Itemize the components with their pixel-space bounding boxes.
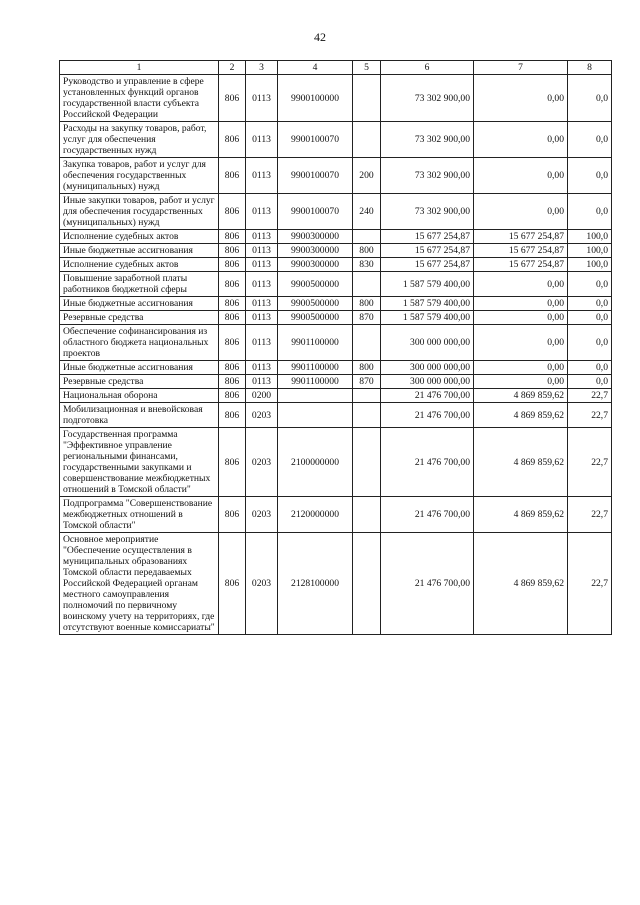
table-row xyxy=(60,258,612,272)
percent-cell: 0,0 xyxy=(568,75,612,122)
row-name-cell: Руководство и управление в сфере установленных функций органов государственной власти субъекта Российской Федерации xyxy=(60,75,219,122)
section-code-cell: 0113 xyxy=(246,272,278,297)
section-code-cell: 0203 xyxy=(246,533,278,635)
table-row xyxy=(60,297,612,311)
planned-amount-cell: 73 302 900,00 xyxy=(381,158,474,194)
planned-amount-cell: 15 677 254,87 xyxy=(381,258,474,272)
percent-cell: 0,0 xyxy=(568,194,612,230)
expense-type-cell xyxy=(353,122,381,158)
executed-amount-cell: 4 869 859,62 xyxy=(474,533,568,635)
target-article-cell: 9900300000 xyxy=(278,230,353,244)
chapter-code-cell: 806 xyxy=(219,272,246,297)
chapter-code-cell: 806 xyxy=(219,158,246,194)
table-row xyxy=(60,230,612,244)
table-header-row xyxy=(60,61,612,75)
chapter-code-cell: 806 xyxy=(219,297,246,311)
expense-type-cell xyxy=(353,533,381,635)
expense-type-cell: 200 xyxy=(353,158,381,194)
row-name-cell: Исполнение судебных актов xyxy=(60,230,219,244)
row-name-cell: Резервные средства xyxy=(60,375,219,389)
row-name-cell: Расходы на закупку товаров, работ, услуг для обеспечения государственных нужд xyxy=(60,122,219,158)
executed-amount-cell: 0,00 xyxy=(474,75,568,122)
target-article-cell: 9900300000 xyxy=(278,258,353,272)
chapter-code-cell: 806 xyxy=(219,375,246,389)
chapter-code-cell: 806 xyxy=(219,122,246,158)
executed-amount-cell: 0,00 xyxy=(474,325,568,361)
executed-amount-cell: 4 869 859,62 xyxy=(474,403,568,428)
table-row xyxy=(60,403,612,428)
chapter-code-cell: 806 xyxy=(219,533,246,635)
executed-amount-cell: 0,00 xyxy=(474,311,568,325)
section-code-cell: 0113 xyxy=(246,75,278,122)
executed-amount-cell: 4 869 859,62 xyxy=(474,389,568,403)
planned-amount-cell: 1 587 579 400,00 xyxy=(381,311,474,325)
percent-cell: 100,0 xyxy=(568,244,612,258)
target-article-cell: 9901100000 xyxy=(278,325,353,361)
planned-amount-cell: 21 476 700,00 xyxy=(381,389,474,403)
expense-type-cell xyxy=(353,325,381,361)
header-cell: 6 xyxy=(381,61,474,75)
row-name-cell: Иные бюджетные ассигнования xyxy=(60,297,219,311)
section-code-cell: 0113 xyxy=(246,375,278,389)
executed-amount-cell: 0,00 xyxy=(474,158,568,194)
table-row xyxy=(60,375,612,389)
expense-type-cell xyxy=(353,389,381,403)
page-number: 42 xyxy=(314,30,326,44)
section-code-cell: 0203 xyxy=(246,428,278,497)
row-name-cell: Мобилизационная и вневойсковая подготовка xyxy=(60,403,219,428)
chapter-code-cell: 806 xyxy=(219,497,246,533)
planned-amount-cell: 15 677 254,87 xyxy=(381,244,474,258)
expense-type-cell xyxy=(353,403,381,428)
chapter-code-cell: 806 xyxy=(219,325,246,361)
percent-cell: 0,0 xyxy=(568,361,612,375)
row-name-cell: Подпрограмма "Совершенствование межбюджетных отношений в Томской области" xyxy=(60,497,219,533)
section-code-cell: 0113 xyxy=(246,230,278,244)
planned-amount-cell: 1 587 579 400,00 xyxy=(381,272,474,297)
table-row xyxy=(60,122,612,158)
table-row xyxy=(60,497,612,533)
planned-amount-cell: 73 302 900,00 xyxy=(381,122,474,158)
percent-cell: 0,0 xyxy=(568,122,612,158)
table-row xyxy=(60,311,612,325)
planned-amount-cell: 21 476 700,00 xyxy=(381,497,474,533)
expense-type-cell: 240 xyxy=(353,194,381,230)
expense-type-cell xyxy=(353,230,381,244)
percent-cell: 22,7 xyxy=(568,428,612,497)
target-article-cell: 2100000000 xyxy=(278,428,353,497)
target-article-cell: 9900500000 xyxy=(278,311,353,325)
table-row xyxy=(60,158,612,194)
section-code-cell: 0113 xyxy=(246,361,278,375)
target-article-cell: 9900100070 xyxy=(278,194,353,230)
executed-amount-cell: 4 869 859,62 xyxy=(474,497,568,533)
row-name-cell: Повышение заработной платы работников бюджетной сферы xyxy=(60,272,219,297)
executed-amount-cell: 0,00 xyxy=(474,361,568,375)
row-name-cell: Исполнение судебных актов xyxy=(60,258,219,272)
section-code-cell: 0113 xyxy=(246,325,278,361)
section-code-cell: 0113 xyxy=(246,244,278,258)
percent-cell: 100,0 xyxy=(568,230,612,244)
percent-cell: 0,0 xyxy=(568,311,612,325)
target-article-cell: 9900100000 xyxy=(278,75,353,122)
row-name-cell: Иные закупки товаров, работ и услуг для обеспечения государственных (муниципальных) нужд xyxy=(60,194,219,230)
percent-cell: 0,0 xyxy=(568,325,612,361)
expense-type-cell: 870 xyxy=(353,311,381,325)
target-article-cell: 9900100070 xyxy=(278,158,353,194)
expense-type-cell: 830 xyxy=(353,258,381,272)
planned-amount-cell: 73 302 900,00 xyxy=(381,75,474,122)
row-name-cell: Государственная программа "Эффективное управление региональными финансами, государственными закупками и совершенствование межбюджетных отношений в Томской области" xyxy=(60,428,219,497)
section-code-cell: 0113 xyxy=(246,297,278,311)
target-article-cell: 2128100000 xyxy=(278,533,353,635)
target-article-cell xyxy=(278,403,353,428)
executed-amount-cell: 0,00 xyxy=(474,375,568,389)
target-article-cell: 9901100000 xyxy=(278,361,353,375)
target-article-cell: 9900100070 xyxy=(278,122,353,158)
planned-amount-cell: 73 302 900,00 xyxy=(381,194,474,230)
planned-amount-cell: 21 476 700,00 xyxy=(381,428,474,497)
chapter-code-cell: 806 xyxy=(219,389,246,403)
expense-type-cell: 800 xyxy=(353,297,381,311)
executed-amount-cell: 15 677 254,87 xyxy=(474,244,568,258)
row-name-cell: Закупка товаров, работ и услуг для обеспечения государственных (муниципальных) нужд xyxy=(60,158,219,194)
percent-cell: 22,7 xyxy=(568,497,612,533)
percent-cell: 100,0 xyxy=(568,258,612,272)
row-name-cell: Национальная оборона xyxy=(60,389,219,403)
chapter-code-cell: 806 xyxy=(219,403,246,428)
executed-amount-cell: 0,00 xyxy=(474,272,568,297)
chapter-code-cell: 806 xyxy=(219,75,246,122)
percent-cell: 0,0 xyxy=(568,158,612,194)
percent-cell: 22,7 xyxy=(568,389,612,403)
executed-amount-cell: 0,00 xyxy=(474,297,568,311)
header-cell: 8 xyxy=(568,61,612,75)
chapter-code-cell: 806 xyxy=(219,311,246,325)
header-cell: 2 xyxy=(219,61,246,75)
planned-amount-cell: 300 000 000,00 xyxy=(381,325,474,361)
table-row xyxy=(60,325,612,361)
row-name-cell: Иные бюджетные ассигнования xyxy=(60,244,219,258)
expense-type-cell: 800 xyxy=(353,361,381,375)
section-code-cell: 0113 xyxy=(246,258,278,272)
chapter-code-cell: 806 xyxy=(219,361,246,375)
expense-type-cell xyxy=(353,272,381,297)
chapter-code-cell: 806 xyxy=(219,194,246,230)
chapter-code-cell: 806 xyxy=(219,244,246,258)
section-code-cell: 0203 xyxy=(246,497,278,533)
percent-cell: 0,0 xyxy=(568,272,612,297)
executed-amount-cell: 0,00 xyxy=(474,122,568,158)
section-code-cell: 0113 xyxy=(246,122,278,158)
row-name-cell: Основное мероприятие "Обеспечение осуществления в муниципальных образованиях Томской области передаваемых Российской Федерацией органам местного самоуправления полномочий по первичному воинскому учету на территориях, где отсутствуют военные комиссариаты" xyxy=(60,533,219,635)
chapter-code-cell: 806 xyxy=(219,230,246,244)
executed-amount-cell: 4 869 859,62 xyxy=(474,428,568,497)
header-cell: 3 xyxy=(246,61,278,75)
chapter-code-cell: 806 xyxy=(219,428,246,497)
section-code-cell: 0200 xyxy=(246,389,278,403)
target-article-cell: 9900500000 xyxy=(278,272,353,297)
budget-table xyxy=(59,60,612,635)
row-name-cell: Иные бюджетные ассигнования xyxy=(60,361,219,375)
row-name-cell: Обеспечение софинансирования из областного бюджета национальных проектов xyxy=(60,325,219,361)
target-article-cell: 2120000000 xyxy=(278,497,353,533)
expense-type-cell xyxy=(353,428,381,497)
executed-amount-cell: 15 677 254,87 xyxy=(474,230,568,244)
target-article-cell: 9900500000 xyxy=(278,297,353,311)
expense-type-cell: 870 xyxy=(353,375,381,389)
section-code-cell: 0113 xyxy=(246,311,278,325)
expense-type-cell xyxy=(353,75,381,122)
table-row xyxy=(60,361,612,375)
table-row xyxy=(60,533,612,635)
planned-amount-cell: 21 476 700,00 xyxy=(381,533,474,635)
table-row xyxy=(60,428,612,497)
percent-cell: 22,7 xyxy=(568,533,612,635)
planned-amount-cell: 1 587 579 400,00 xyxy=(381,297,474,311)
executed-amount-cell: 15 677 254,87 xyxy=(474,258,568,272)
header-cell: 7 xyxy=(474,61,568,75)
planned-amount-cell: 300 000 000,00 xyxy=(381,361,474,375)
planned-amount-cell: 21 476 700,00 xyxy=(381,403,474,428)
target-article-cell: 9900300000 xyxy=(278,244,353,258)
planned-amount-cell: 300 000 000,00 xyxy=(381,375,474,389)
header-cell: 4 xyxy=(278,61,353,75)
table-row xyxy=(60,244,612,258)
table-row xyxy=(60,389,612,403)
chapter-code-cell: 806 xyxy=(219,258,246,272)
percent-cell: 0,0 xyxy=(568,375,612,389)
percent-cell: 22,7 xyxy=(568,403,612,428)
row-name-cell: Резервные средства xyxy=(60,311,219,325)
target-article-cell xyxy=(278,389,353,403)
percent-cell: 0,0 xyxy=(568,297,612,311)
planned-amount-cell: 15 677 254,87 xyxy=(381,230,474,244)
header-cell: 5 xyxy=(353,61,381,75)
table-row xyxy=(60,75,612,122)
expense-type-cell xyxy=(353,497,381,533)
table-row xyxy=(60,272,612,297)
target-article-cell: 9901100000 xyxy=(278,375,353,389)
section-code-cell: 0113 xyxy=(246,194,278,230)
table-row xyxy=(60,194,612,230)
section-code-cell: 0203 xyxy=(246,403,278,428)
section-code-cell: 0113 xyxy=(246,158,278,194)
executed-amount-cell: 0,00 xyxy=(474,194,568,230)
header-cell: 1 xyxy=(60,61,219,75)
expense-type-cell: 800 xyxy=(353,244,381,258)
